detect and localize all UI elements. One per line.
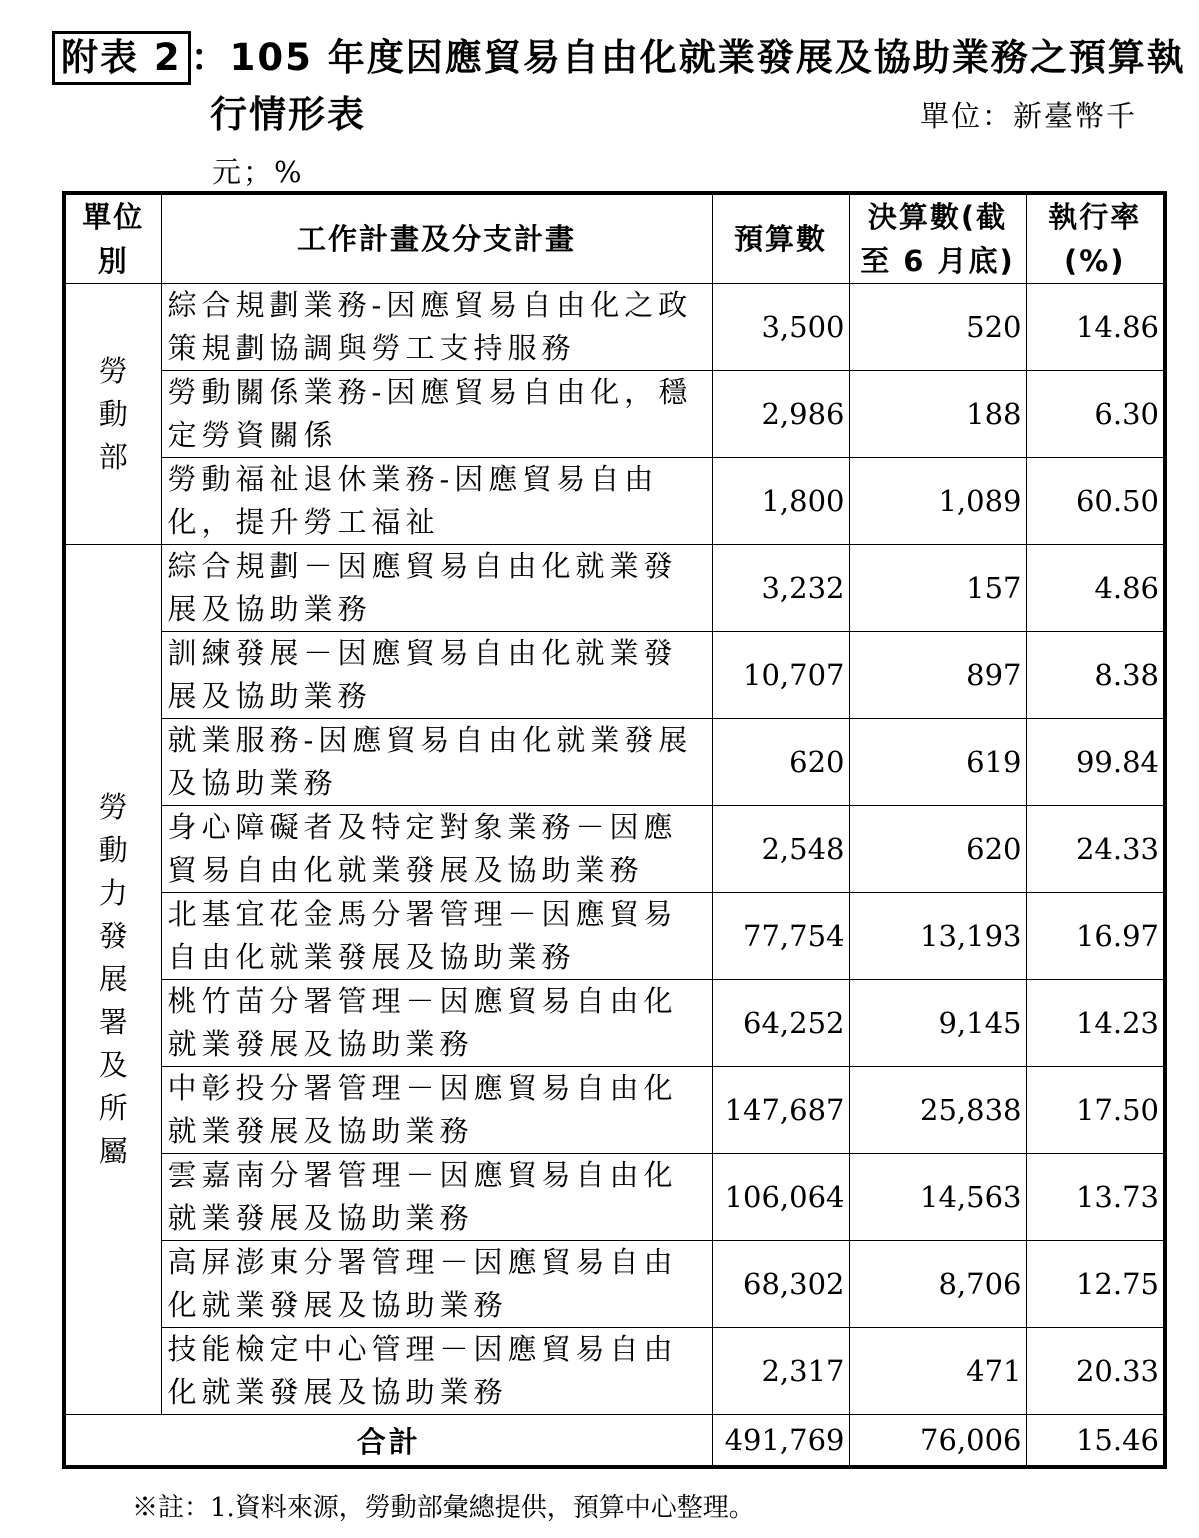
rate-cell: 13.73: [1026, 1154, 1165, 1241]
header-rate-line-2: (%): [1063, 244, 1126, 278]
budget-cell: 2,317: [712, 1328, 849, 1415]
header-rate: [1026, 193, 1165, 284]
table-row: [64, 371, 1165, 458]
unit-char: 屬: [98, 1134, 128, 1168]
unit-label-continued: 元；%: [212, 155, 304, 189]
table-row: [64, 458, 1165, 545]
budget-cell: 106,064: [712, 1154, 849, 1241]
plan-cell: 身心障礙者及特定對象業務－因應貿易自由化就業發展及協助業務: [161, 806, 712, 893]
table-row: [64, 545, 1165, 632]
actual-cell: 188: [849, 371, 1026, 458]
annex-label: 附表 2: [52, 31, 191, 85]
plan-cell: 技能檢定中心管理－因應貿易自由化就業發展及協助業務: [161, 1328, 712, 1415]
actual-cell: 9,145: [849, 980, 1026, 1067]
total-rate: 15.46: [1026, 1415, 1165, 1468]
rate-cell: 4.86: [1026, 545, 1165, 632]
rate-cell: 12.75: [1026, 1241, 1165, 1328]
plan-cell: 高屏澎東分署管理－因應貿易自由化就業發展及協助業務: [161, 1241, 712, 1328]
actual-cell: 619: [849, 719, 1026, 806]
table-row: [64, 1154, 1165, 1241]
plan-cell: 勞動關係業務-因應貿易自由化，穩定勞資關係: [161, 371, 712, 458]
table-row: [64, 1241, 1165, 1328]
budget-table: [62, 191, 1167, 1469]
unit-char: 署: [98, 1005, 128, 1039]
header-unit-line-2: 別: [97, 244, 129, 278]
unit-cell: [64, 284, 161, 545]
plan-cell: 桃竹苗分署管理－因應貿易自由化就業發展及協助業務: [161, 980, 712, 1067]
header-actual-line-2: 至 6 月底): [860, 244, 1015, 278]
total-budget: 491,769: [712, 1415, 849, 1468]
budget-cell: 147,687: [712, 1067, 849, 1154]
actual-cell: 14,563: [849, 1154, 1026, 1241]
unit-char: 動: [98, 833, 128, 867]
title-line-2: 行情形表: [210, 93, 366, 136]
unit-char: 發: [98, 919, 128, 953]
actual-cell: 520: [849, 284, 1026, 371]
total-actual: 76,006: [849, 1415, 1026, 1468]
unit-char: 勞: [98, 790, 128, 824]
rate-cell: 99.84: [1026, 719, 1165, 806]
rate-cell: 14.23: [1026, 980, 1165, 1067]
table-row: [64, 806, 1165, 893]
table-title: [52, 30, 1186, 86]
unit-char: 勞: [98, 353, 128, 388]
budget-cell: 2,986: [712, 371, 849, 458]
unit-char: 展: [98, 962, 128, 996]
plan-cell: 中彰投分署管理－因應貿易自由化就業發展及協助業務: [161, 1067, 712, 1154]
actual-cell: 1,089: [849, 458, 1026, 545]
plan-cell: 就業服務-因應貿易自由化就業發展及協助業務: [161, 719, 712, 806]
header-rate-line-1: 執行率: [1048, 200, 1142, 234]
header-unit-line-1: 單位: [82, 200, 145, 234]
total-label: 合計: [64, 1415, 712, 1468]
unit-char: 部: [98, 439, 128, 474]
actual-cell: 8,706: [849, 1241, 1026, 1328]
budget-cell: 3,500: [712, 284, 849, 371]
table-row: [64, 893, 1165, 980]
rate-cell: 6.30: [1026, 371, 1165, 458]
plan-cell: 勞動福祉退休業務-因應貿易自由化，提升勞工福祉: [161, 458, 712, 545]
header-actual-line-1: 決算數(截: [867, 200, 1008, 234]
rate-cell: 20.33: [1026, 1328, 1165, 1415]
budget-cell: 1,800: [712, 458, 849, 545]
rate-cell: 24.33: [1026, 806, 1165, 893]
header-plan: 工作計畫及分支計畫: [161, 193, 712, 284]
budget-cell: 77,754: [712, 893, 849, 980]
budget-cell: 64,252: [712, 980, 849, 1067]
table-row: [64, 1067, 1165, 1154]
plan-cell: 綜合規劃業務-因應貿易自由化之政策規劃協調與勞工支持服務: [161, 284, 712, 371]
budget-cell: 68,302: [712, 1241, 849, 1328]
actual-cell: 25,838: [849, 1067, 1026, 1154]
budget-cell: 2,548: [712, 806, 849, 893]
actual-cell: 471: [849, 1328, 1026, 1415]
table-row: [64, 284, 1165, 371]
rate-cell: 14.86: [1026, 284, 1165, 371]
budget-cell: 620: [712, 719, 849, 806]
budget-cell: 10,707: [712, 632, 849, 719]
table-row: [64, 1328, 1165, 1415]
unit-char: 動: [98, 396, 128, 431]
unit-char: 力: [98, 876, 128, 910]
unit-char: 及: [98, 1048, 128, 1082]
actual-cell: 157: [849, 545, 1026, 632]
unit-cell: [64, 545, 161, 1415]
table-row: [64, 632, 1165, 719]
table-body: [64, 284, 1165, 1415]
actual-cell: 13,193: [849, 893, 1026, 980]
unit-label: 單位：新臺幣千: [919, 99, 1137, 133]
plan-cell: 北基宜花金馬分署管理－因應貿易自由化就業發展及協助業務: [161, 893, 712, 980]
rate-cell: 16.97: [1026, 893, 1165, 980]
rate-cell: 17.50: [1026, 1067, 1165, 1154]
table-header-row: [64, 193, 1165, 284]
header-budget: 預算數: [712, 193, 849, 284]
table-row: [64, 719, 1165, 806]
unit-char: 所: [98, 1091, 128, 1125]
title-colon: ：: [190, 36, 230, 79]
total-row: [64, 1415, 1165, 1468]
header-actual: [849, 193, 1026, 284]
budget-cell: 3,232: [712, 545, 849, 632]
rate-cell: 60.50: [1026, 458, 1165, 545]
table-row: [64, 980, 1165, 1067]
actual-cell: 620: [849, 806, 1026, 893]
plan-cell: 雲嘉南分署管理－因應貿易自由化就業發展及協助業務: [161, 1154, 712, 1241]
plan-cell: 訓練發展－因應貿易自由化就業發展及協助業務: [161, 632, 712, 719]
plan-cell: 綜合規劃－因應貿易自由化就業發展及協助業務: [161, 545, 712, 632]
header-unit: [64, 193, 161, 284]
footnote: ※註：1.資料來源，勞動部彙總提供，預算中心整理。: [132, 1493, 755, 1523]
title-line-1: 105 年度因應貿易自由化就業發展及協助業務之預算執: [229, 36, 1186, 79]
rate-cell: 8.38: [1026, 632, 1165, 719]
actual-cell: 897: [849, 632, 1026, 719]
